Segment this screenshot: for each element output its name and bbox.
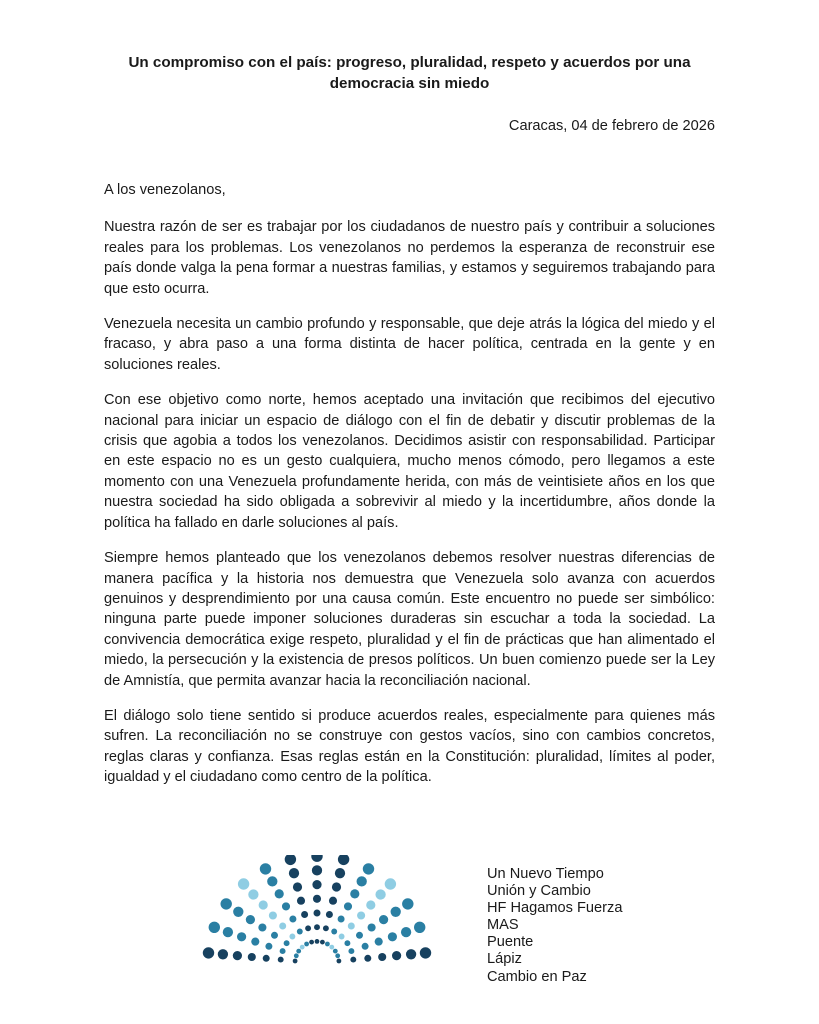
logo-dot [402, 898, 413, 909]
letter-body [104, 180, 715, 803]
logo-dot [375, 889, 385, 899]
place-date: Caracas, 04 de febrero de 2026 [508, 118, 715, 134]
logo-dot [265, 943, 272, 950]
logo-dot [329, 897, 337, 905]
signatory: Cambio en Paz [487, 968, 587, 985]
logo-dot [279, 923, 286, 930]
logo-dot [348, 948, 354, 954]
logo-dot [364, 955, 371, 962]
logo-dot [362, 943, 369, 950]
logo-dot [357, 911, 365, 919]
logo-dot [337, 959, 342, 964]
logo-dot [269, 911, 277, 919]
logo-dot [263, 955, 270, 962]
logo-dot [218, 949, 228, 959]
logo-dot [246, 915, 255, 924]
logo-dot [251, 938, 259, 946]
logo-dot [379, 915, 388, 924]
signatory: Lápiz [487, 951, 522, 968]
logo-dot [284, 940, 290, 946]
signatory: Puente [487, 934, 534, 951]
logo-dot [314, 924, 320, 930]
logo-dot [267, 876, 277, 886]
signatory: HF Hagamos Fuerza [487, 900, 623, 917]
logo-dot [414, 922, 425, 933]
logo-dot [285, 855, 296, 865]
logo-dot [325, 942, 330, 947]
logo-dot [289, 916, 296, 923]
logo-dot [248, 953, 256, 961]
logo-dot [278, 957, 284, 963]
logo-dot [297, 929, 303, 935]
logo-dot [296, 949, 301, 954]
logo-dot [259, 900, 268, 909]
logo-dot [312, 880, 321, 889]
logo-dot [289, 868, 299, 878]
logo-dot [223, 927, 233, 937]
logo-dot [237, 932, 246, 941]
logo-dot [388, 932, 397, 941]
logo-dot [338, 855, 349, 865]
logo-dot [221, 898, 232, 909]
signatory: MAS [487, 917, 519, 934]
logo-dot [313, 895, 321, 903]
signatory: Un Nuevo Tiempo [487, 866, 604, 882]
logo-dot [378, 953, 386, 961]
logo-dot [282, 902, 290, 910]
logo-dot [420, 947, 431, 958]
document-title: Un compromiso con el país: progreso, pluralidad, respeto y acuerdos por una democracia sin miedo [128, 54, 691, 92]
logo-dot [233, 951, 242, 960]
logo-dot [329, 945, 334, 950]
logo-dot [293, 882, 302, 891]
logo-dot [335, 953, 340, 958]
logo-dot [312, 865, 322, 875]
logo-dot [314, 910, 321, 917]
logo-dot [301, 911, 308, 918]
logo-dot [315, 939, 320, 944]
logo-dot [406, 949, 416, 959]
logo-dot [357, 876, 367, 886]
logo-dot [275, 889, 284, 898]
logo-dot [300, 945, 305, 950]
paragraph-5: El diálogo solo tiene sentido si produce acuerdos reales, especialmente para quienes más sufren. La reconciliación no se construye con gestos vacíos, sino con cambios concretos, reglas claras y confianza. Esas reglas están en la Constitución: pluralidad, límites al poder, igualdad y el ciudadano como centro de la política. [104, 707, 715, 786]
logo-dot [260, 863, 271, 874]
signatories-list [487, 866, 622, 986]
logo-dot [271, 932, 278, 939]
logo-dot [304, 942, 309, 947]
paragraph-1: Nuestra razón de ser es trabajar por los ciudadanos de nuestro país y contribuir a soluciones reales para los problemas. Los venezolanos no perdemos la esperanza de reconstruir ese país donde valga la pena formar a nuestras familias, y estamos y seguiremos trabajando para que esto ocurra. [104, 219, 715, 297]
logo-dot [356, 932, 363, 939]
logo-dot [392, 951, 401, 960]
logo-dot [294, 953, 299, 958]
paragraph-4: Siempre hemos planteado que los venezolanos debemos resolver nuestras diferencias de manera pacífica y la historia nos demuestra que Venezuela solo avanza con acuerdos genuinos y desprendimiento por una causa común. Este encuentro no puede ser simbólico: ninguna parte puede imponer soluciones duraderas sin escuchar a toda la sociedad. La convivencia democrática exige respeto, pluralidad y el fin de prácticas que han alimentado el miedo, la persecución y la existencia de presos políticos. Un buen comienzo puede ser la Ley de Amnistía, que permita avanzar hacia la reconciliación nacional. [104, 550, 715, 689]
logo-dot [335, 868, 345, 878]
logo-dot [363, 863, 374, 874]
signatory: Unión y Cambio [487, 883, 591, 900]
logo-dot [311, 855, 322, 862]
logo-dot [309, 940, 314, 945]
logo-dot [401, 927, 411, 937]
logo-dot [293, 959, 298, 964]
paragraph-2: Venezuela necesita un cambio profundo y responsable, que deje atrás la lógica del miedo y el fracaso, y abra paso a una forma distinta de hacer política, centrada en la gente y en soluciones reales. [104, 316, 715, 373]
logo-dot [350, 889, 359, 898]
logo-dot [350, 957, 356, 963]
logo-dot [238, 878, 249, 889]
logo-dot [391, 907, 401, 917]
logo-dot [366, 900, 375, 909]
logo-dot [332, 882, 341, 891]
logo-dot [289, 934, 295, 940]
logo-dot [305, 925, 311, 931]
parliament-dots-logo-icon [200, 855, 440, 975]
salutation: A los venezolanos, [104, 182, 226, 198]
logo-dot [331, 929, 337, 935]
logo-dot [333, 949, 338, 954]
logo-dot [297, 897, 305, 905]
logo-dot [344, 902, 352, 910]
logo-dot [280, 948, 286, 954]
logo-dot [203, 947, 214, 958]
logo-dot [375, 938, 383, 946]
logo-dot [339, 934, 345, 940]
logo-dot [323, 925, 329, 931]
logo-dot [368, 923, 376, 931]
paragraph-3: Con ese objetivo como norte, hemos aceptado una invitación que recibimos del ejecutivo nacional para iniciar un espacio de diálogo con el fin de debatir y discutir problemas de la crisis que agobia a todos los venezolanos. Decidimos asistir con responsabilidad. Participar en este espacio no es un gesto cualquiera, mucho menos cómodo, pero llegamos a este momento con una Venezuela profundamente herida, con más de veintisiete años en los que nuestra sociedad ha sido obligada a sobrevivir al miedo y la incertidumbre, años donde la política ha fallado en darle soluciones al país. [104, 392, 715, 531]
logo-dot [326, 911, 333, 918]
logo-dot [209, 922, 220, 933]
logo-dot [385, 878, 396, 889]
logo-dot [320, 940, 325, 945]
logo-dot [344, 940, 350, 946]
logo-dot [348, 923, 355, 930]
logo-dot [338, 916, 345, 923]
logo-dot [258, 923, 266, 931]
logo-dot [233, 907, 243, 917]
logo-dot [248, 889, 258, 899]
